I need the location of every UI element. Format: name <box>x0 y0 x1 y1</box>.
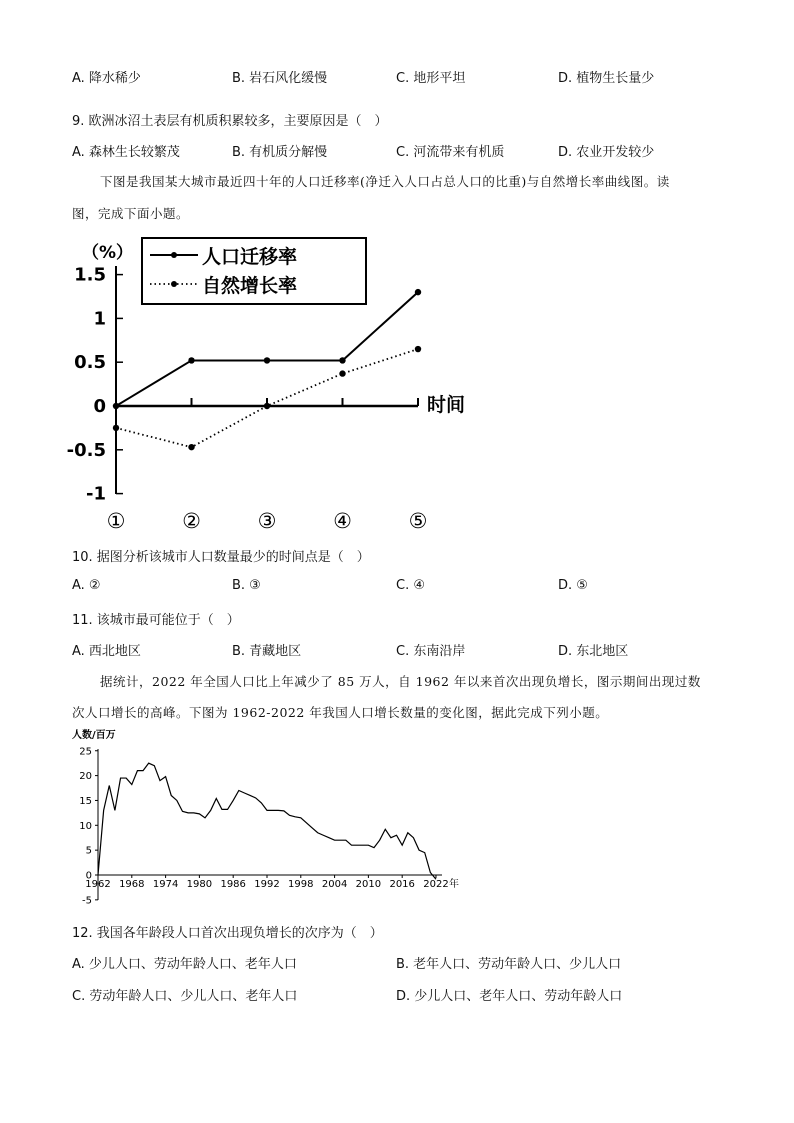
y-tick-label: 0.5 <box>74 352 106 374</box>
x-axis-label: 时间 <box>427 394 466 416</box>
migration-rate-point <box>264 357 270 363</box>
q9-option-a: A. 森林生长较繁茂 <box>72 145 180 160</box>
y-tick-label: -0.5 <box>66 439 106 461</box>
x-tick-label: 2004 <box>321 879 348 890</box>
population-growth-chart <box>60 726 480 912</box>
x-tick-label: ③ <box>257 509 277 533</box>
q11-option-c: C. 东南沿岸 <box>396 644 466 659</box>
q12-stem: 12. 我国各年龄段人口首次出现负增长的次序为（ ） <box>72 926 383 941</box>
x-tick-label: 1974 <box>152 879 179 890</box>
y-tick-label: 10 <box>79 820 92 832</box>
q12-option-d: D. 少儿人口、老年人口、劳动年龄人口 <box>396 989 623 1004</box>
intro2-line1: 据统计，2022 年全国人口比上年减少了 85 万人，自 1962 年以来首次出现负增长，图示期间出现过数 <box>100 674 701 689</box>
q11-option-a: A. 西北地区 <box>72 644 141 659</box>
q9-option-d: D. 农业开发较少 <box>558 145 655 160</box>
q10-option-c: C. ④ <box>396 578 425 593</box>
q8-option-b: B. 岩石风化缓慢 <box>232 71 328 86</box>
y-axis-label: 人数/百万 <box>72 730 116 741</box>
q8-option-d: D. 植物生长量少 <box>558 71 655 86</box>
legend-label-natural: 自然增长率 <box>202 275 298 297</box>
q10-stem: 10. 据图分析该城市人口数量最少的时间点是（ ） <box>72 550 370 565</box>
x-tick-label: ① <box>106 509 126 533</box>
x-tick-label: 1986 <box>220 879 246 890</box>
x-tick-label: ② <box>182 509 201 533</box>
q9-option-c: C. 河流带来有机质 <box>396 145 505 160</box>
q12-option-b: B. 老年人口、劳动年龄人口、少儿人口 <box>396 957 622 972</box>
migration-rate-point <box>188 357 194 363</box>
migration-rate-point <box>113 403 119 409</box>
q12-option-a: A. 少儿人口、劳动年龄人口、老年人口 <box>72 957 297 972</box>
legend-marker-natural <box>171 281 177 287</box>
y-tick-label: 15 <box>79 795 92 807</box>
y-tick-label: 20 <box>79 771 92 783</box>
intro1-line2: 图，完成下面小题。 <box>72 206 190 221</box>
natural-growth-point <box>188 444 194 450</box>
natural-growth-point <box>113 425 119 431</box>
q10-option-d: D. ⑤ <box>558 578 588 593</box>
migration-growth-chart <box>60 228 500 538</box>
q9-option-b: B. 有机质分解慢 <box>232 145 328 160</box>
x-tick-label: 1962 <box>85 879 111 890</box>
q11-option-d: D. 东北地区 <box>558 644 629 659</box>
x-axis-unit: 年 <box>449 879 459 890</box>
y-tick-label: 1 <box>93 308 106 330</box>
y-tick-label: -5 <box>82 895 92 907</box>
q8-option-c: C. 地形平坦 <box>396 71 466 86</box>
migration-rate-point <box>339 357 345 363</box>
x-tick-label: 1968 <box>119 879 145 890</box>
y-tick-label: 0 <box>85 870 92 882</box>
natural-growth-point <box>415 346 421 352</box>
x-tick-label: 1998 <box>288 879 314 890</box>
natural-growth-point <box>339 370 345 376</box>
y-unit-label: （%） <box>82 243 134 263</box>
x-tick-label: 1980 <box>186 879 213 890</box>
legend-marker-migration <box>171 252 177 258</box>
intro2-line2: 次人口增长的高峰。下图为 1962-2022 年我国人口增长数量的变化图，据此完成下列小题。 <box>72 705 609 720</box>
natural-growth-point <box>264 403 270 409</box>
intro1-line1: 下图是我国某大城市最近四十年的人口迁移率(净迁入人口占总人口的比重)与自然增长率曲线图。读 <box>100 174 670 189</box>
migration-rate-line <box>116 292 418 406</box>
q9-stem: 9. 欧洲冰沼土表层有机质积累较多，主要原因是（ ） <box>72 114 388 129</box>
x-tick-label: 1992 <box>254 879 280 890</box>
y-tick-label: -1 <box>86 483 106 505</box>
legend-label-migration: 人口迁移率 <box>202 246 298 268</box>
q10-option-a: A. ② <box>72 578 101 593</box>
y-tick-label: 1.5 <box>74 264 106 286</box>
q12-option-c: C. 劳动年龄人口、少儿人口、老年人口 <box>72 989 298 1004</box>
q11-stem: 11. 该城市最可能位于（ ） <box>72 613 240 628</box>
y-tick-label: 25 <box>79 746 92 758</box>
x-tick-label: 2016 <box>389 879 415 890</box>
migration-rate-point <box>415 289 421 295</box>
q8-option-a: A. 降水稀少 <box>72 71 141 86</box>
x-tick-label: 2010 <box>355 879 382 890</box>
x-tick-label: ④ <box>333 509 352 533</box>
population-growth-line <box>98 763 436 879</box>
x-tick-label: 2022 <box>423 879 449 890</box>
y-tick-label: 0 <box>93 396 106 417</box>
x-tick-label: ⑤ <box>408 509 428 533</box>
y-tick-label: 5 <box>85 845 92 857</box>
legend <box>142 238 366 304</box>
q11-option-b: B. 青藏地区 <box>232 644 302 659</box>
q10-option-b: B. ③ <box>232 578 261 593</box>
